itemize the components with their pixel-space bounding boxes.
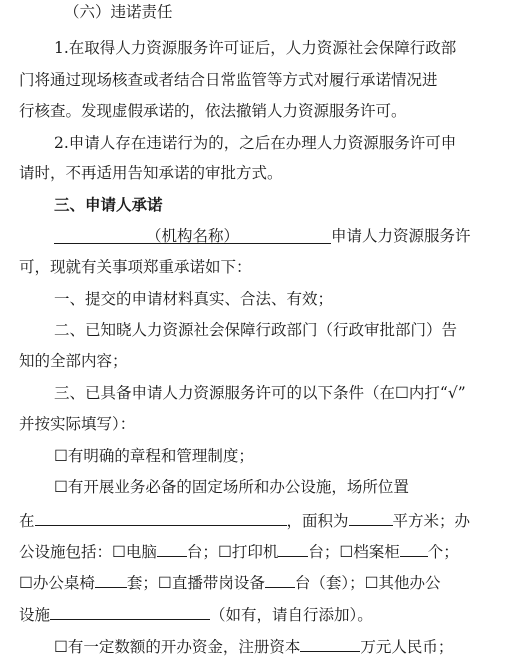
sqm-label: 平方米；办: [392, 512, 471, 530]
location-prefix: 在: [19, 512, 35, 530]
desk-unit: 套；: [126, 574, 158, 592]
computer-unit: 台；: [186, 543, 218, 561]
pledge-item-3-line-2: 并按实际填写）：: [19, 415, 136, 433]
printer-unit: 台；: [308, 543, 340, 561]
equipment-line-3: [19, 602, 373, 622]
other-equipment-note: （如有，请自行添加）。: [210, 606, 373, 624]
paragraph-1-line-3: 行核查。发现虚假承诺的，依法撤销人力资源服务许可。: [19, 102, 407, 120]
paragraph-1-line-1: 1.在取得人力资源服务许可证后，人力资源社会保障行政部: [54, 39, 457, 57]
equipment-line-2: [19, 570, 441, 590]
equipment-line-1: [19, 539, 459, 559]
section-heading-applicant-pledge: 三、申请人承诺: [54, 195, 163, 214]
desk-checkbox[interactable]: ☐办公桌椅: [19, 574, 95, 592]
paragraph-2-line-2: 请时，不再适用告知承诺的审批方式。: [19, 164, 283, 182]
paragraph-2-line-1: 2.申请人存在违诺行为的，之后在办理人力资源服务许可申: [54, 134, 457, 152]
condition-premises-line-1[interactable]: ☐有开展业务必备的固定场所和办公设施，场所位置: [54, 478, 409, 496]
printer-checkbox[interactable]: ☐打印机: [217, 543, 279, 561]
desk-count-field[interactable]: [95, 570, 127, 588]
other-equipment-checkbox[interactable]: ☐其他办公: [364, 574, 441, 592]
live-equipment-checkbox[interactable]: ☐直播带岗设备: [157, 574, 265, 592]
area-label: ，面积为: [286, 512, 349, 530]
pledge-item-3-line-1: 三、已具备申请人力资源服务许可的以下条件（在☐内打“√”: [54, 384, 466, 402]
capital-amount-field[interactable]: [300, 634, 360, 652]
live-equipment-count-field[interactable]: [265, 570, 295, 588]
capital-line: [54, 634, 453, 654]
computer-count-field[interactable]: [157, 539, 187, 557]
capital-unit: 万元人民币；: [360, 638, 454, 656]
computer-checkbox[interactable]: ☐电脑: [112, 543, 157, 561]
other-equipment-prefix: 设施: [19, 606, 51, 624]
live-equipment-unit: 台（套）；: [294, 574, 365, 592]
section-heading-breach: （六）违诺责任: [64, 3, 173, 21]
other-equipment-field[interactable]: [50, 602, 210, 620]
apply-text: 申请人力资源服务许: [331, 227, 471, 245]
location-field[interactable]: [35, 508, 287, 526]
paragraph-1-line-2: 门将通过现场核查或者结合日常监管等方式对履行承诺情况进: [19, 71, 438, 89]
printer-count-field[interactable]: [278, 539, 308, 557]
equipment-prefix: 公设施包括：: [19, 543, 113, 561]
cabinet-unit: 个；: [427, 543, 459, 561]
org-name-line: [54, 226, 471, 246]
org-name-field[interactable]: [54, 226, 331, 244]
cabinet-count-field[interactable]: [400, 539, 428, 557]
pledge-item-2-line-2: 知的全部内容；: [19, 352, 128, 370]
apply-line-2: 可，现就有关事项郑重承诺如下：: [19, 258, 252, 276]
premises-location-line: [19, 508, 470, 528]
pledge-item-2-line-1: 二、已知晓人力资源社会保障行政部门（行政审批部门）告: [54, 321, 458, 339]
pledge-item-1: 一、提交的申请材料真实、合法、有效；: [54, 290, 334, 308]
area-field[interactable]: [349, 508, 393, 526]
org-name-placeholder: （机构名称）: [145, 227, 239, 245]
condition-charter[interactable]: ☐有明确的章程和管理制度；: [54, 447, 254, 465]
cabinet-checkbox[interactable]: ☐档案柜: [339, 543, 400, 561]
capital-checkbox[interactable]: ☐有一定数额的开办资金，注册资本: [54, 638, 301, 656]
